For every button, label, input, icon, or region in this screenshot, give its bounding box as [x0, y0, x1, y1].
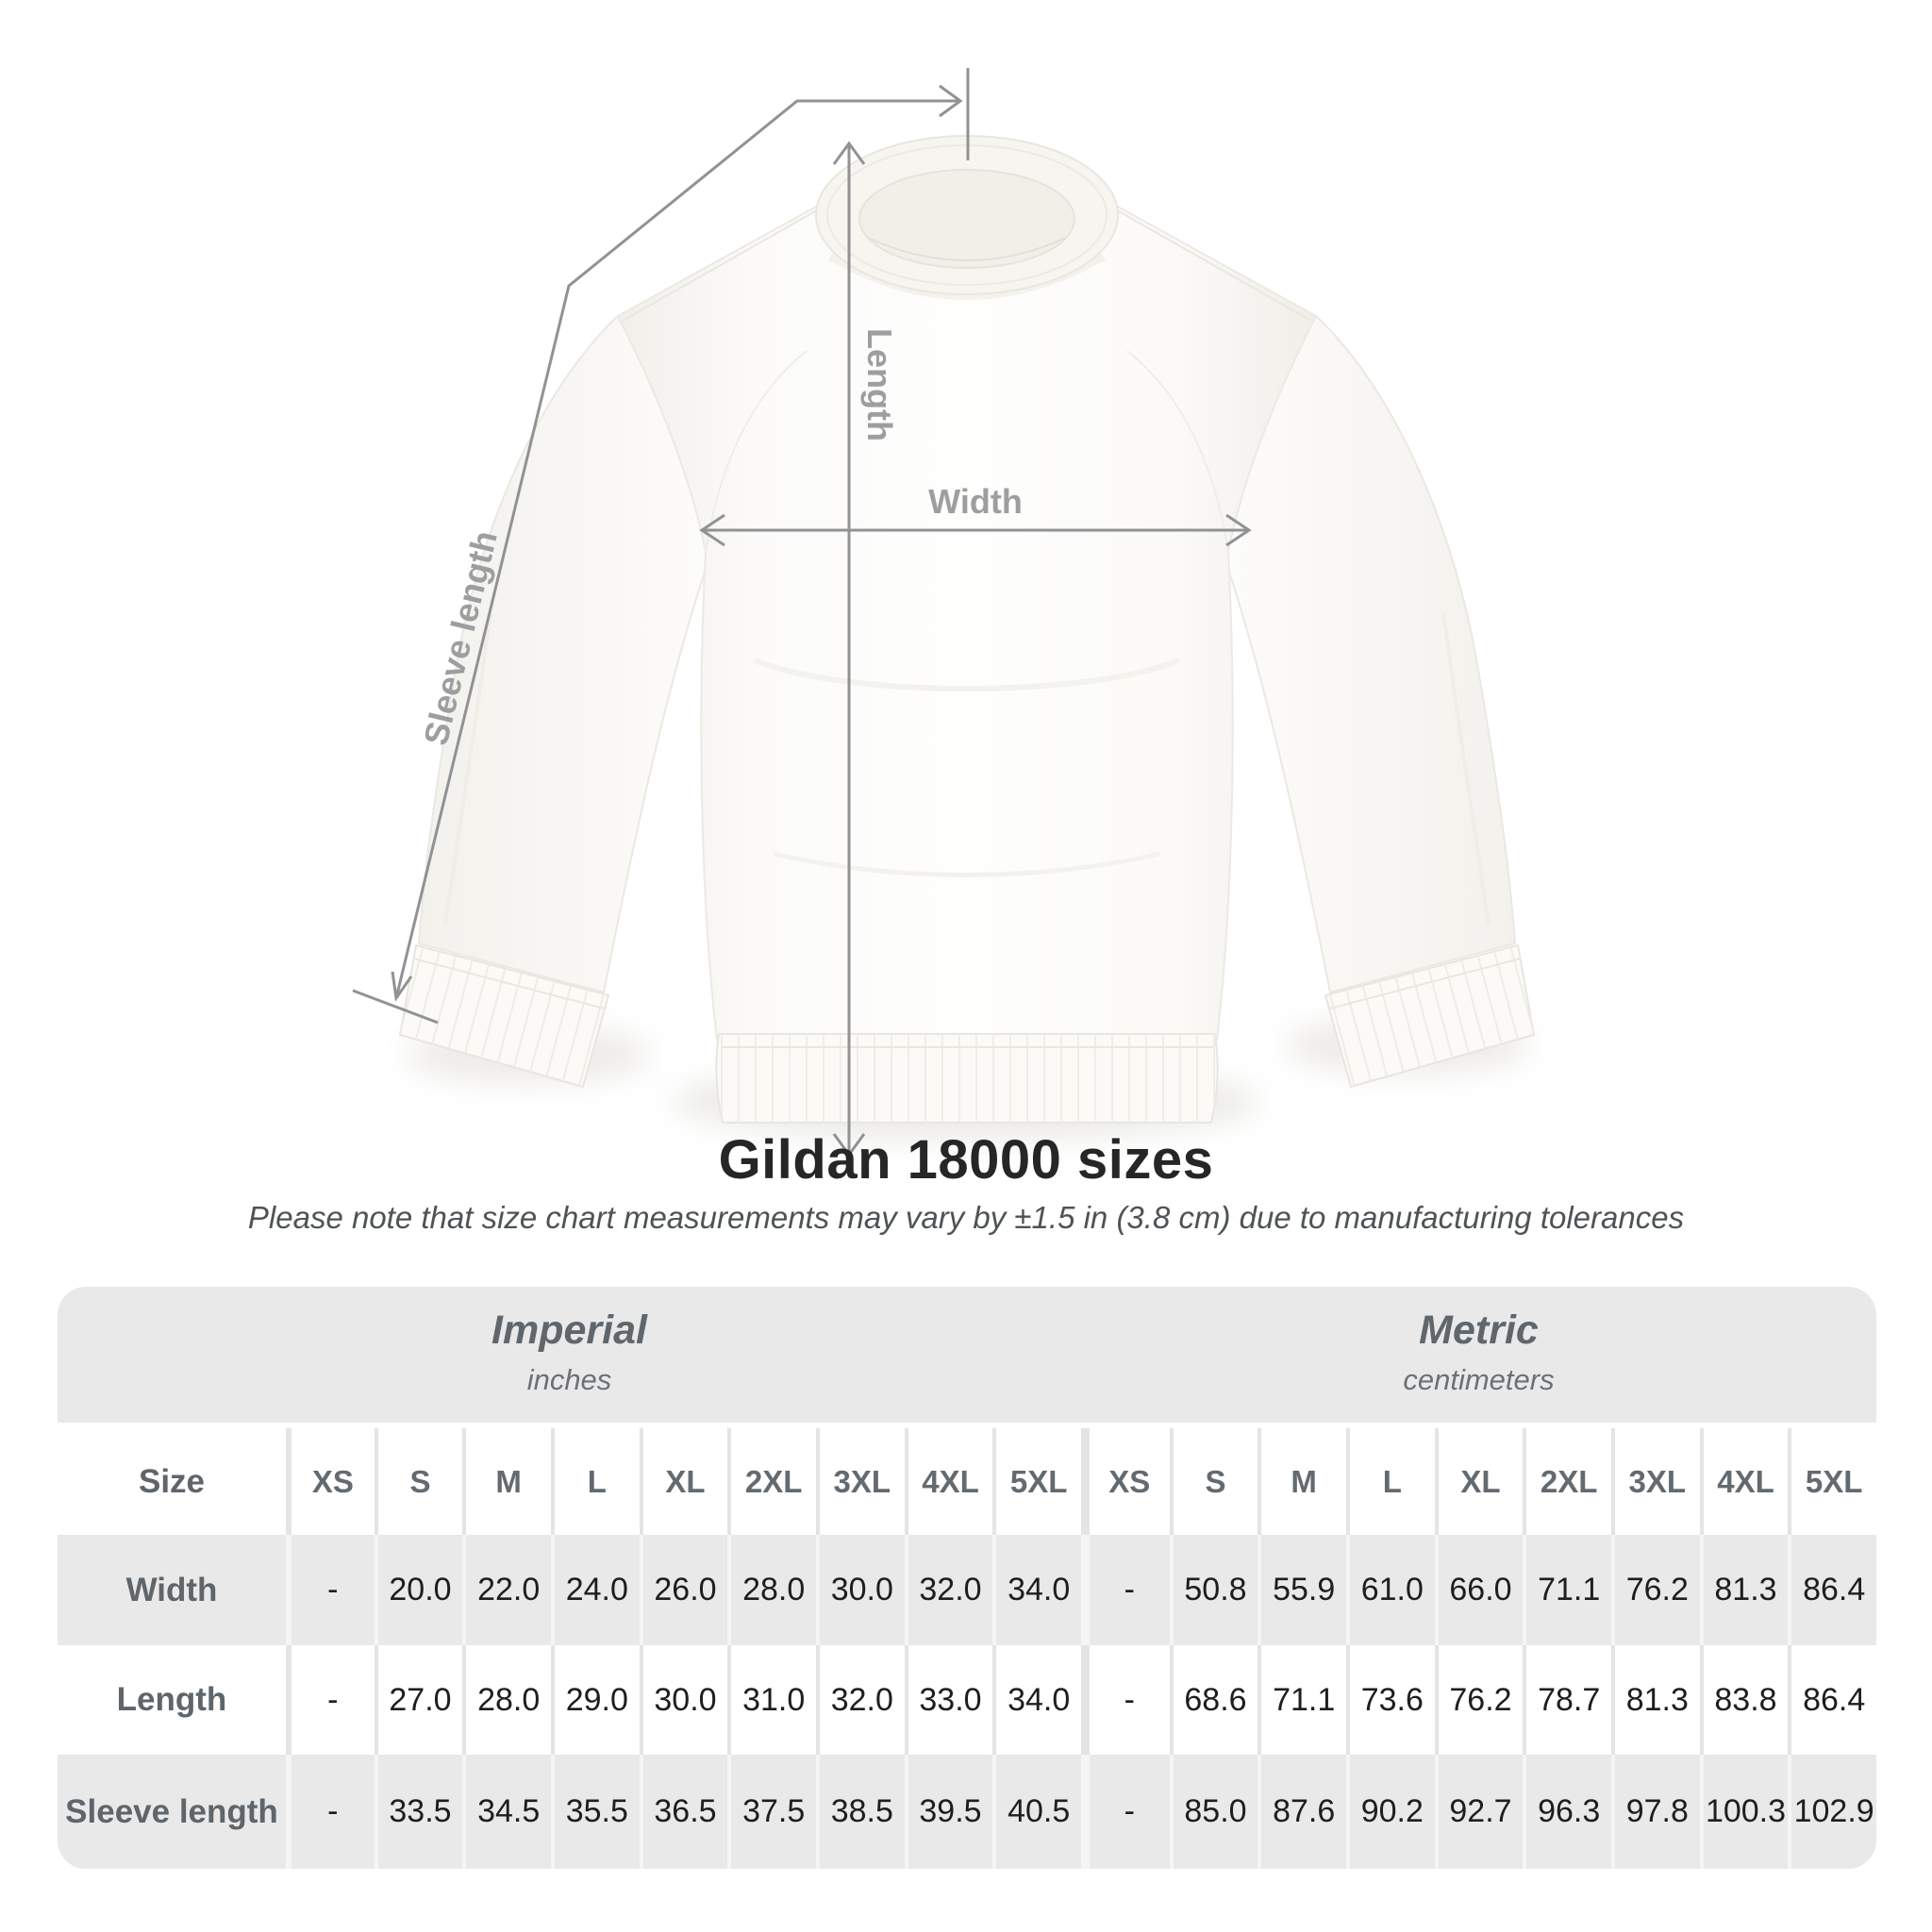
- table-cell: 50.8: [1170, 1535, 1258, 1645]
- section-unit: inches: [526, 1362, 612, 1396]
- size-header-imperial-2xl: 2XL: [727, 1428, 816, 1535]
- table-cell: 87.6: [1257, 1755, 1346, 1869]
- table-cell: 71.1: [1257, 1645, 1346, 1755]
- size-header-imperial-m: M: [462, 1428, 551, 1535]
- table-cell: 30.0: [816, 1535, 905, 1645]
- size-header-imperial-xl: XL: [640, 1428, 728, 1535]
- table-cell: 27.0: [375, 1645, 463, 1755]
- metric-section-header: [1081, 1287, 1876, 1423]
- sleeve-length-label: Sleeve length: [415, 526, 505, 749]
- size-header-metric-m: M: [1257, 1428, 1346, 1535]
- page-subtitle: Please note that size chart measurements may vary by ±1.5 in (3.8 cm) due to manufacturing tolerances: [247, 1200, 1685, 1235]
- table-cell: 35.5: [551, 1755, 640, 1869]
- table-cell: 28.0: [727, 1535, 816, 1645]
- table-cell: 34.5: [462, 1755, 551, 1869]
- table-cell: 34.0: [992, 1535, 1081, 1645]
- table-cell: 66.0: [1435, 1535, 1524, 1645]
- table-cell: 40.5: [992, 1755, 1081, 1869]
- table-cell: 32.0: [905, 1535, 993, 1645]
- table-cell: 32.0: [816, 1645, 905, 1755]
- size-header-imperial-l: L: [551, 1428, 640, 1535]
- table-cell: 26.0: [640, 1535, 728, 1645]
- size-header-imperial-s: S: [375, 1428, 463, 1535]
- size-header-metric-s: S: [1170, 1428, 1258, 1535]
- table-cell: 31.0: [727, 1645, 816, 1755]
- table-cell: 68.6: [1170, 1645, 1258, 1755]
- table-cell: 78.7: [1523, 1645, 1611, 1755]
- row-label: Length: [58, 1645, 286, 1755]
- size-header-imperial-5xl: 5XL: [992, 1428, 1081, 1535]
- table-cell: 76.2: [1435, 1645, 1524, 1755]
- table-cell: 96.3: [1523, 1755, 1611, 1869]
- table-cell: 81.3: [1700, 1535, 1789, 1645]
- table-cell: 55.9: [1257, 1535, 1346, 1645]
- size-header-metric-3xl: 3XL: [1611, 1428, 1700, 1535]
- table-cell: 97.8: [1611, 1755, 1700, 1869]
- table-cell: 90.2: [1346, 1755, 1435, 1869]
- page-title: Gildan 18000 sizes: [718, 1129, 1214, 1191]
- table-cell: 34.0: [992, 1645, 1081, 1755]
- row-label: Sleeve length: [58, 1755, 286, 1869]
- table-cell: 83.8: [1700, 1645, 1789, 1755]
- table-cell: 73.6: [1346, 1645, 1435, 1755]
- size-header-metric-xl: XL: [1435, 1428, 1524, 1535]
- section-title: Metric: [1419, 1307, 1539, 1353]
- size-column-header: Size: [58, 1428, 286, 1535]
- table-cell: -: [286, 1535, 375, 1645]
- table-cell: 30.0: [640, 1645, 728, 1755]
- table-cell: 61.0: [1346, 1535, 1435, 1645]
- size-header-metric-2xl: 2XL: [1523, 1428, 1611, 1535]
- size-header-imperial-3xl: 3XL: [816, 1428, 905, 1535]
- table-cell: 29.0: [551, 1645, 640, 1755]
- table-cell: 81.3: [1611, 1645, 1700, 1755]
- table-cell: 22.0: [462, 1535, 551, 1645]
- table-cell: 28.0: [462, 1645, 551, 1755]
- table-cell: 39.5: [905, 1755, 993, 1869]
- size-header-imperial-xs: XS: [286, 1428, 375, 1535]
- table-cell: 92.7: [1435, 1755, 1524, 1869]
- table-cell: 36.5: [640, 1755, 728, 1869]
- table-cell: -: [1081, 1645, 1170, 1755]
- table-cell: 24.0: [551, 1535, 640, 1645]
- torso: [618, 185, 1316, 1041]
- width-label: Width: [928, 482, 1023, 521]
- table-cell: -: [286, 1645, 375, 1755]
- table-cell: 102.9: [1788, 1755, 1876, 1869]
- length-label: Length: [860, 328, 899, 441]
- table-cell: 76.2: [1611, 1535, 1700, 1645]
- size-header-metric-5xl: 5XL: [1788, 1428, 1876, 1535]
- table-cell: 33.5: [375, 1755, 463, 1869]
- table-cell: 33.0: [905, 1645, 993, 1755]
- table-cell: 20.0: [375, 1535, 463, 1645]
- row-label: Width: [58, 1535, 286, 1645]
- table-cell: 85.0: [1170, 1755, 1258, 1869]
- section-title: Imperial: [491, 1307, 647, 1353]
- table-cell: -: [1081, 1535, 1170, 1645]
- table-cell: 100.3: [1700, 1755, 1789, 1869]
- table-cell: -: [1081, 1755, 1170, 1869]
- table-cell: 71.1: [1523, 1535, 1611, 1645]
- size-header-metric-l: L: [1346, 1428, 1435, 1535]
- table-cell: 38.5: [816, 1755, 905, 1869]
- table-cell: 37.5: [727, 1755, 816, 1869]
- table-cell: 86.4: [1788, 1535, 1876, 1645]
- size-header-imperial-4xl: 4XL: [905, 1428, 993, 1535]
- table-cell: -: [286, 1755, 375, 1869]
- section-unit: centimeters: [1403, 1362, 1555, 1396]
- imperial-section-header: [58, 1287, 1081, 1423]
- table-cell: 86.4: [1788, 1645, 1876, 1755]
- size-header-metric-4xl: 4XL: [1700, 1428, 1789, 1535]
- size-header-metric-xs: XS: [1081, 1428, 1170, 1535]
- size-table: [58, 1287, 1876, 1869]
